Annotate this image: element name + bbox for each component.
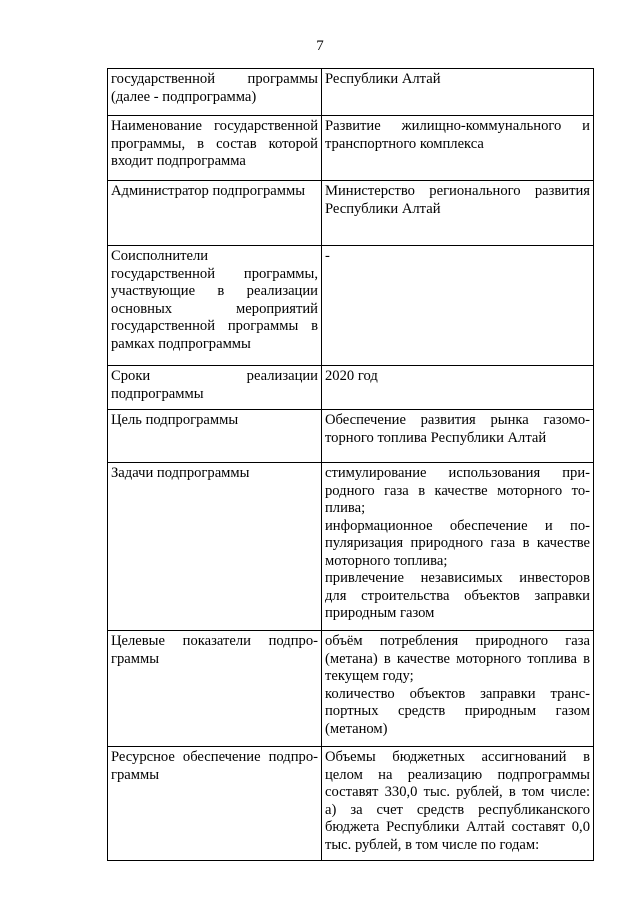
row-value-cell [322,747,594,861]
row-value-cell [322,631,594,747]
value-line: бюджета Республики Алтай составят 0,0 [325,819,590,835]
value-line: Обеспечение развития рынка газомо- [325,412,590,428]
value-line: (метаном) [325,720,388,737]
label-line: входит подпрограмма [111,153,246,169]
table-row [108,631,594,747]
value-line: моторного топлива; [325,552,448,569]
table-row [108,463,594,631]
row-label-cell [108,463,322,631]
table-row [108,69,594,116]
value-line: пуляризация природного газа в качестве [325,535,590,551]
label-line: Цель подпрограммы [111,412,239,428]
value-line: составят 330,0 тыс. рублей, в том числе: [325,784,590,800]
table-row [108,410,594,463]
row-value-cell [322,181,594,246]
value-line: целом на реализацию подпрограммы [325,766,590,783]
table-row [108,181,594,246]
row-label-cell [108,631,322,747]
row-label-cell [108,116,322,181]
value-line: количество объектов заправки транс- [325,685,590,702]
value-line: стимулирование использования при- [325,465,590,481]
row-value-cell [322,410,594,463]
table-row [108,747,594,861]
label-line: Целевые показатели подпро- [111,633,318,649]
label-line: основных мероприятий [111,300,318,317]
label-line: Наименование государственной [111,118,318,134]
row-label-cell [108,69,322,116]
value-line: тыс. рублей, в том числе по годам: [325,836,540,853]
value-line: текущем году; [325,668,414,684]
row-value-cell [322,366,594,410]
value-line: (метана) в качестве моторного топлива в [325,650,590,667]
label-line: Сроки реализации [111,368,318,384]
value-line: привлечение независимых инвесторов [325,570,590,586]
label-line: граммы [111,766,160,783]
value-line: а) за счет средств республиканского [325,801,590,818]
row-label-cell [108,366,322,410]
row-value-cell [322,246,594,366]
value-line: - [325,248,330,264]
label-line: программы, в состав которой [111,135,318,152]
value-line: родного газа в качестве моторного то- [325,482,590,499]
label-line: подпрограммы [111,385,204,402]
value-line: Республики Алтай [325,71,441,87]
value-line: Республики Алтай [325,200,441,217]
label-line: государственной программы [111,71,318,87]
row-value-cell [322,463,594,631]
value-line: портных средств природным газом [325,703,590,719]
row-label-cell [108,181,322,246]
row-value-cell [322,69,594,116]
label-line: государственной программы, [111,265,318,282]
subprogram-passport-table [107,68,594,861]
value-line: для строительства объектов заправки [325,587,590,604]
value-line: Министерство регионального развития [325,183,590,199]
label-line: рамках подпрограммы [111,335,251,352]
label-line: Ресурсное обеспечение подпро- [111,749,318,765]
label-line: (далее - подпрограмма) [111,88,257,105]
row-label-cell [108,246,322,366]
value-line: природным газом [325,605,435,621]
value-line: плива; [325,500,366,516]
label-line: Задачи подпрограммы [111,465,250,481]
label-line: участвующие в реализации [111,283,318,299]
label-line: государственной программы в [111,318,318,334]
value-line: торного топлива Республики Алтай [325,429,547,446]
label-line: Администратор подпрограммы [111,183,306,199]
value-line: 2020 год [325,368,378,384]
value-line: информационное обеспечение и по- [325,517,590,534]
table-row [108,246,594,366]
row-label-cell [108,747,322,861]
table-row [108,116,594,181]
value-line: Объемы бюджетных ассигнований в [325,749,590,765]
label-line: Соисполнители [111,248,209,264]
row-label-cell [108,410,322,463]
value-line: транспортного комплекса [325,135,484,152]
value-line: объём потребления природного газа [325,633,590,649]
value-line: Развитие жилищно-коммунального и [325,118,590,134]
label-line: граммы [111,650,160,667]
row-value-cell [322,116,594,181]
page-number: 7 [316,38,324,54]
table-row [108,366,594,410]
